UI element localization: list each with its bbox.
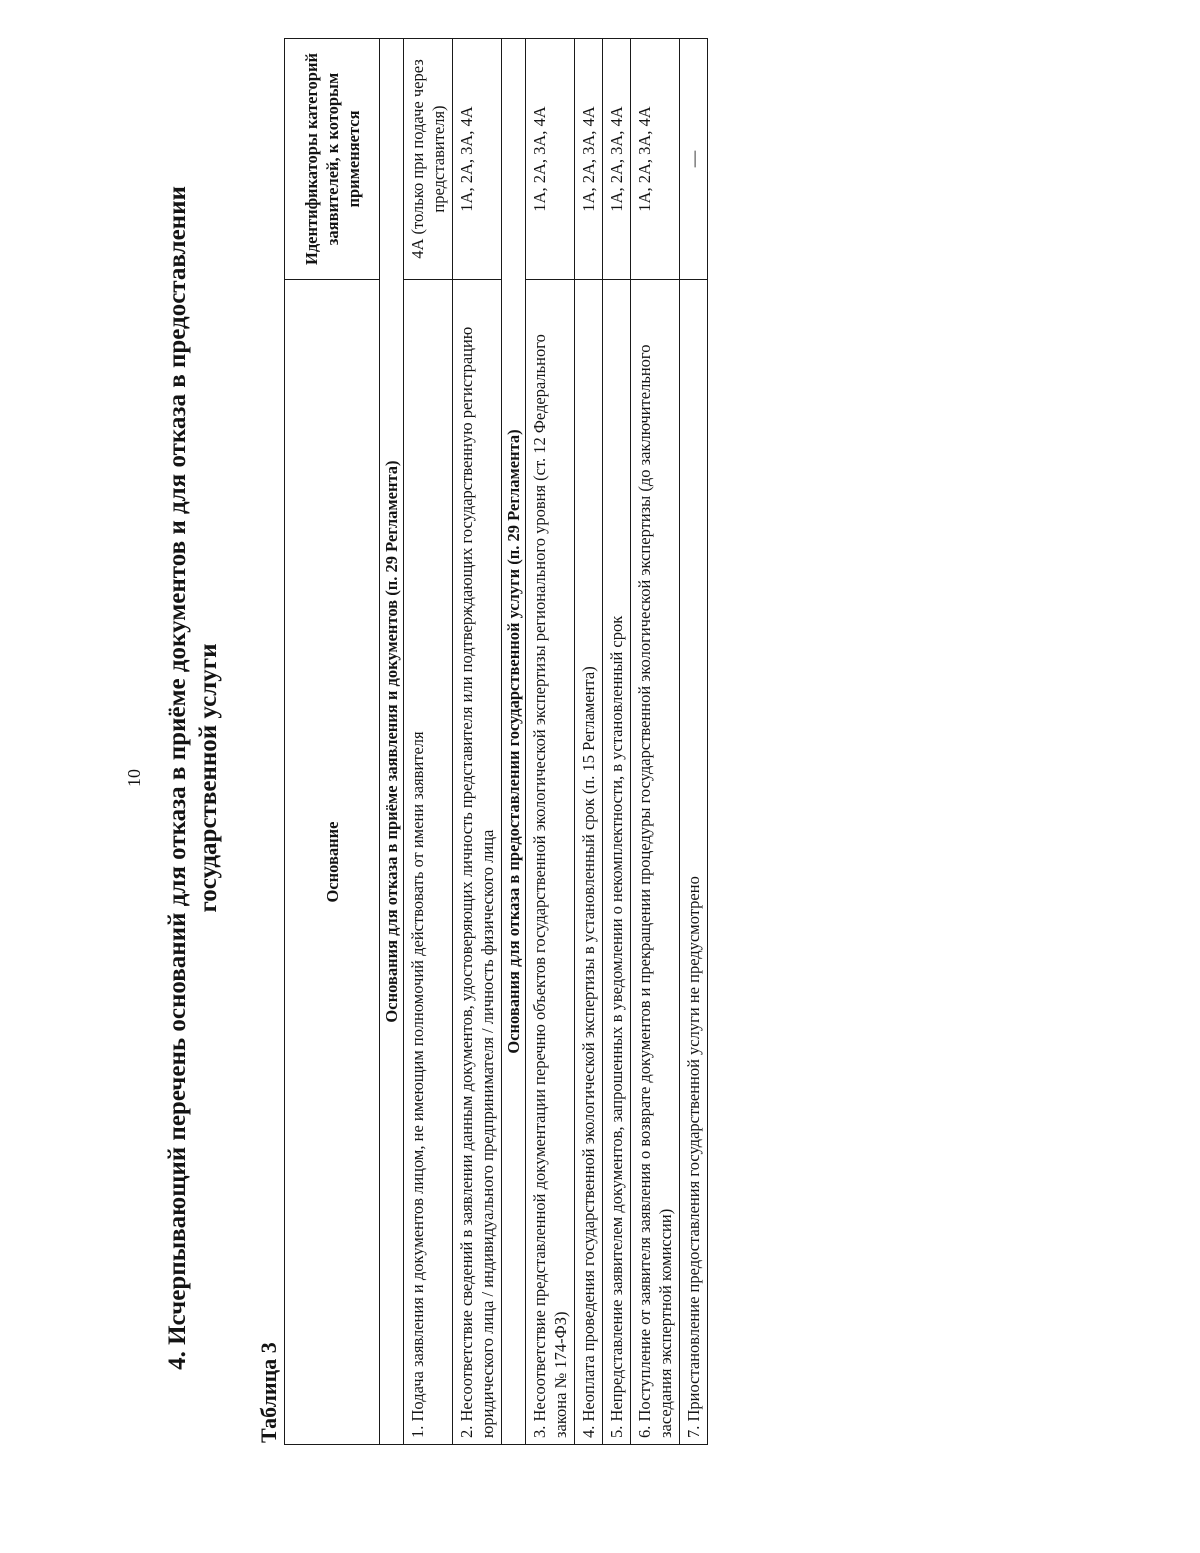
page-number: 10	[124, 769, 144, 787]
reason-cell: 2. Несоответствие сведений в заявлении данным документов, удостоверяющих личность представителя или подтверждающих государственную регистрацию юридического лица / индивидуального предпринимателя / личность физического лица	[453, 280, 502, 1445]
column-header-categories: Идентификаторы категорий заявителей, к которым применяется	[285, 39, 380, 280]
categories-cell: 4А (только при подаче через представителя)	[404, 39, 453, 280]
section-title: Основания для отказа в предоставлении государственной услуги (п. 29 Регламента)	[502, 39, 526, 1445]
table-row	[680, 39, 708, 1445]
section-heading: 4. Исчерпывающий перечень оснований для отказа в приёме документов и для отказа в предоставлении государственной услуги	[164, 186, 222, 1370]
categories-cell: 1А, 2А, 3А, 4А	[603, 39, 631, 280]
table-row	[603, 39, 631, 1445]
table-row	[404, 39, 453, 1445]
table-row	[453, 39, 502, 1445]
reason-cell: 6. Поступление от заявителя заявления о возврате документов и прекращении процедуры государственной экологической экспертизы (до заключительного заседания экспертной комиссии)	[631, 280, 680, 1445]
table-header-row	[285, 39, 380, 1445]
categories-cell: 1А, 2А, 3А, 4А	[575, 39, 603, 280]
section-row	[380, 39, 404, 1445]
table-row	[575, 39, 603, 1445]
reason-cell: 1. Подача заявления и документов лицом, не имеющим полномочий действовать от имени заявителя	[404, 280, 453, 1445]
reason-cell: 7. Приостановление предоставления государственной услуги не предусмотрено	[680, 280, 708, 1445]
table-caption: Таблица 3	[256, 1342, 281, 1443]
section-title: Основания для отказа в приёме заявления и документов (п. 29 Регламента)	[380, 39, 404, 1445]
column-header-reason: Основание	[285, 280, 380, 1445]
reason-cell: 4. Неоплата проведения государственной экологической экспертизы в установленный срок (п. 15 Регламента)	[575, 280, 603, 1445]
table-row	[631, 39, 680, 1445]
categories-cell: 1А, 2А, 3А, 4А	[453, 39, 502, 280]
categories-cell: 1А, 2А, 3А, 4А	[526, 39, 575, 280]
categories-cell: 1А, 2А, 3А, 4А	[631, 39, 680, 280]
table-row	[526, 39, 575, 1445]
reason-cell: 3. Несоответствие представленной документации перечню объектов государственной экологической экспертизы регионального уровня (ст. 12 Федерального закона № 174-ФЗ)	[526, 280, 575, 1445]
refusal-reasons-table	[284, 38, 708, 1445]
categories-cell: —	[680, 39, 708, 280]
reason-cell: 5. Непредставление заявителем документов, запрошенных в уведомлении о некомплектности, в установленный срок	[603, 280, 631, 1445]
section-row	[502, 39, 526, 1445]
